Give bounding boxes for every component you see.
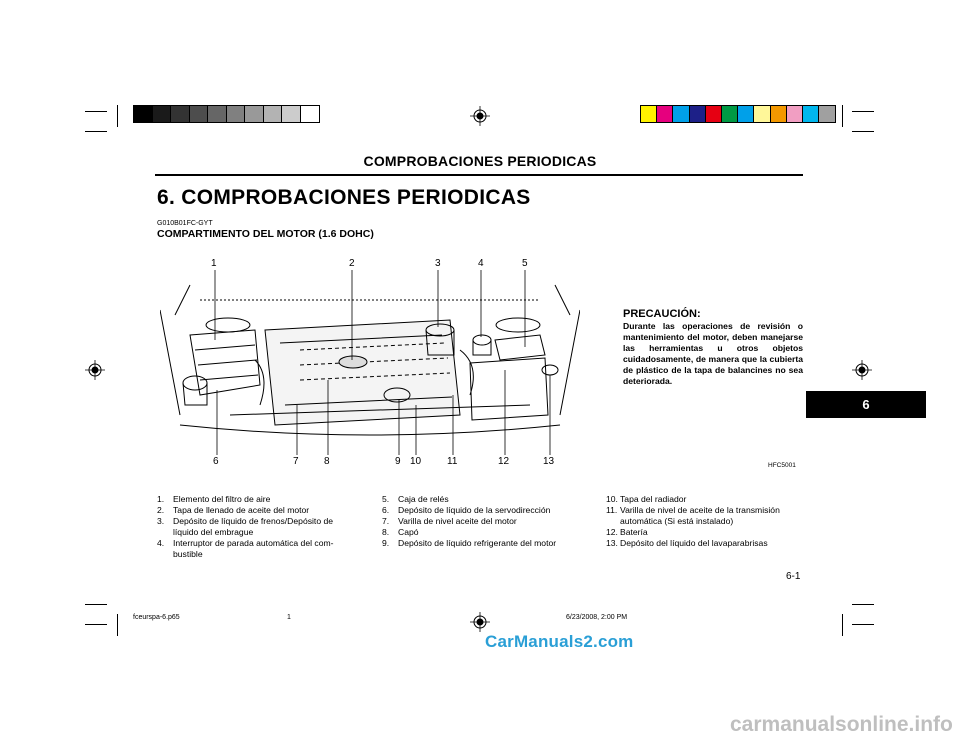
footer-page: 1 [287, 614, 291, 621]
legend-item-number: 8. [382, 527, 390, 537]
caution-title: PRECAUCIÓN: [623, 308, 701, 320]
callout-11: 11 [447, 456, 458, 467]
legend-item-text: Varilla de nivel aceite del motor [398, 516, 517, 526]
legend-item [382, 538, 582, 549]
legend-item-text: Varilla de nivel de aceite de la transmisión automática (Si está instalado) [620, 505, 780, 526]
legend-item [606, 494, 804, 505]
legend-item-text: Capó [398, 527, 419, 537]
gray-swatch [263, 105, 283, 123]
legend-item [157, 538, 357, 560]
caution-text: Durante las operaciones de revisión o mantenimiento del motor, deben manejarse las herramientas u otros objetos cuidadosamente, de manera que la cubierta de plástico de la tapa de balancines no sea deteriorada. [623, 321, 803, 386]
legend-item-text: Depósito del líquido del lavaparabrisas [620, 538, 768, 548]
legend-item-number: 11. [606, 505, 618, 515]
registration-mark-icon [470, 106, 490, 126]
legend-item [382, 527, 582, 538]
legend-item-text: Batería [620, 527, 648, 537]
gray-swatch [133, 105, 153, 123]
callout-8: 8 [324, 456, 330, 467]
callout-9: 9 [395, 456, 401, 467]
legend-item-text: Depósito de líquido de la servodirección [398, 505, 551, 515]
footer-date: 6/23/2008, 2:00 PM [566, 614, 628, 621]
callout-1: 1 [211, 258, 217, 269]
figure-code: HFC5001 [768, 462, 796, 469]
legend-item [606, 538, 804, 549]
legend-item [606, 505, 804, 527]
legend-column-3 [606, 494, 804, 549]
legend-item-number: 1. [157, 494, 165, 504]
gray-swatch [281, 105, 301, 123]
running-header: COMPROBACIONES PERIODICAS [363, 153, 597, 169]
legend-item [157, 494, 357, 505]
legend-item-text: Depósito de líquido refrigerante del motor [398, 538, 557, 548]
gray-swatch [244, 105, 264, 123]
legend-item-number: 12. [606, 527, 618, 537]
gray-swatch [300, 105, 320, 123]
callout-10: 10 [410, 456, 422, 467]
gray-swatch [189, 105, 209, 123]
legend-item-text: Depósito de líquido de frenos/Depósito de líquido del embrague [173, 516, 334, 537]
watermark-carmanuals2[interactable]: CarManuals2.com [485, 632, 634, 651]
legend-item-number: 7. [382, 516, 390, 526]
legend-item [157, 516, 357, 538]
callout-3: 3 [435, 258, 441, 269]
gray-swatch [152, 105, 172, 123]
legend-item-number: 13. [606, 538, 618, 548]
legend-item-text: Interruptor de parada automática del com- bustible [173, 538, 334, 559]
color-swatch [818, 105, 836, 123]
engine-compartment-illustration [160, 255, 580, 470]
page-number: 6-1 [786, 571, 801, 582]
callout-6: 6 [213, 456, 219, 467]
gray-swatch [170, 105, 190, 123]
registration-mark-icon [852, 360, 872, 380]
legend-item-number: 9. [382, 538, 390, 548]
legend-item-number: 3. [157, 516, 165, 526]
callout-2: 2 [349, 258, 355, 269]
section-title: 6. COMPROBACIONES PERIODICAS [157, 186, 531, 209]
watermark-carmanualsonline[interactable]: carmanualsonline.info [730, 713, 953, 736]
legend-item-text: Caja de relés [398, 494, 449, 504]
legend-item-text: Elemento del filtro de aire [173, 494, 271, 504]
legend-item-number: 10. [606, 494, 618, 504]
legend-item [382, 516, 582, 527]
callout-4: 4 [478, 258, 484, 269]
legend-item-number: 6. [382, 505, 390, 515]
callout-12: 12 [498, 456, 510, 467]
registration-mark-icon [470, 612, 490, 632]
chapter-tab[interactable]: 6 [806, 391, 926, 418]
legend-item-number: 5. [382, 494, 390, 504]
gray-swatch [207, 105, 227, 123]
registration-mark-icon [85, 360, 105, 380]
callout-5: 5 [522, 258, 528, 269]
legend-item-text: Tapa del radiador [620, 494, 687, 504]
gray-swatch [226, 105, 246, 123]
legend-column-2 [382, 494, 582, 549]
callout-7: 7 [293, 456, 299, 467]
header-rule [155, 174, 803, 176]
section-subtitle: COMPARTIMENTO DEL MOTOR (1.6 DOHC) [157, 228, 374, 240]
footer-file: fceurspa-6.p65 [133, 614, 180, 621]
legend-item-text: Tapa de llenado de aceite del motor [173, 505, 310, 515]
legend-column-1 [157, 494, 357, 560]
legend-item-number: 4. [157, 538, 165, 548]
legend-item [606, 527, 804, 538]
legend-item [157, 505, 357, 516]
legend-item-number: 2. [157, 505, 165, 515]
legend-item [382, 505, 582, 516]
callout-13: 13 [543, 456, 555, 467]
legend-item [382, 494, 582, 505]
section-code: G010B01FC-GYT [157, 220, 213, 227]
